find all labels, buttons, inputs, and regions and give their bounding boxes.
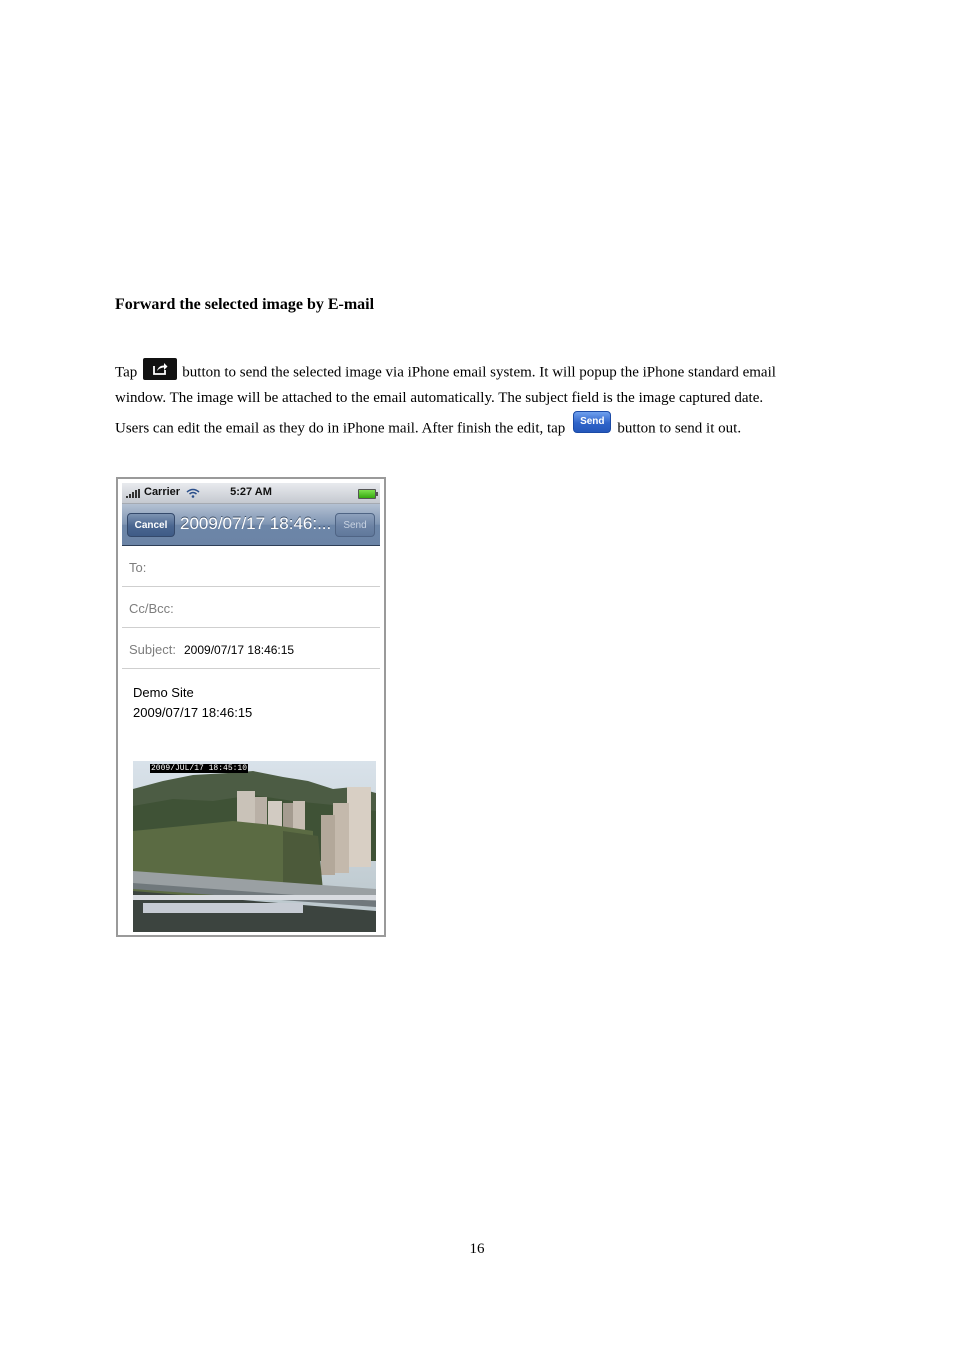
status-time: 5:27 AM [230, 486, 272, 498]
send-button-icon: Send [573, 411, 611, 433]
para-line-1-end: button to send the selected image via iPhone email system. It will popup the iPhone standard email [182, 364, 776, 381]
subject-label: Subject: [129, 642, 176, 657]
para-line-3 [115, 416, 845, 442]
share-icon [143, 358, 177, 380]
para-line-1 [115, 360, 845, 386]
page-number: 16 [469, 1241, 485, 1257]
carrier-label: Carrier [144, 486, 181, 498]
para-line-2: window. The image will be attached to the email automatically. The subject field is the image captured date. [115, 390, 764, 406]
subject-value: 2009/07/17 18:46:15 [184, 643, 295, 657]
para-line-3-end: button to send it out. [617, 420, 742, 437]
cc-bcc-field[interactable] [122, 587, 380, 628]
section-heading: Forward the selected image by E-mail [115, 296, 375, 313]
mail-body-line-2[interactable]: 2009/07/17 18:46:15 [133, 705, 253, 720]
to-field[interactable] [122, 546, 380, 587]
mail-navbar [122, 504, 380, 546]
mail-body-line-1[interactable]: Demo Site [133, 685, 194, 700]
mail-subject-title: 2009/07/17 18:46:... [180, 514, 332, 533]
subject-field[interactable] [122, 628, 380, 669]
camera-timestamp: 2009/JUL/17 18:45:10 [151, 764, 248, 773]
cancel-button[interactable]: Cancel [127, 513, 175, 537]
instructions-paragraph [115, 360, 845, 442]
send-button[interactable]: Send [335, 513, 375, 537]
mail-compose-screen [122, 483, 380, 933]
para-line-1-start: Tap [115, 364, 138, 381]
para-line-3-start: Users can edit the email as they do in iPhone mail. After finish the edit, tap [115, 420, 566, 437]
cc-bcc-label: Cc/Bcc: [129, 601, 174, 616]
iphone-mail-screenshot [116, 477, 386, 937]
camera-snapshot-image [133, 761, 376, 932]
status-bar [122, 483, 380, 504]
to-label: To: [129, 560, 147, 575]
attached-camera-image [133, 761, 376, 932]
battery-icon [358, 489, 376, 499]
